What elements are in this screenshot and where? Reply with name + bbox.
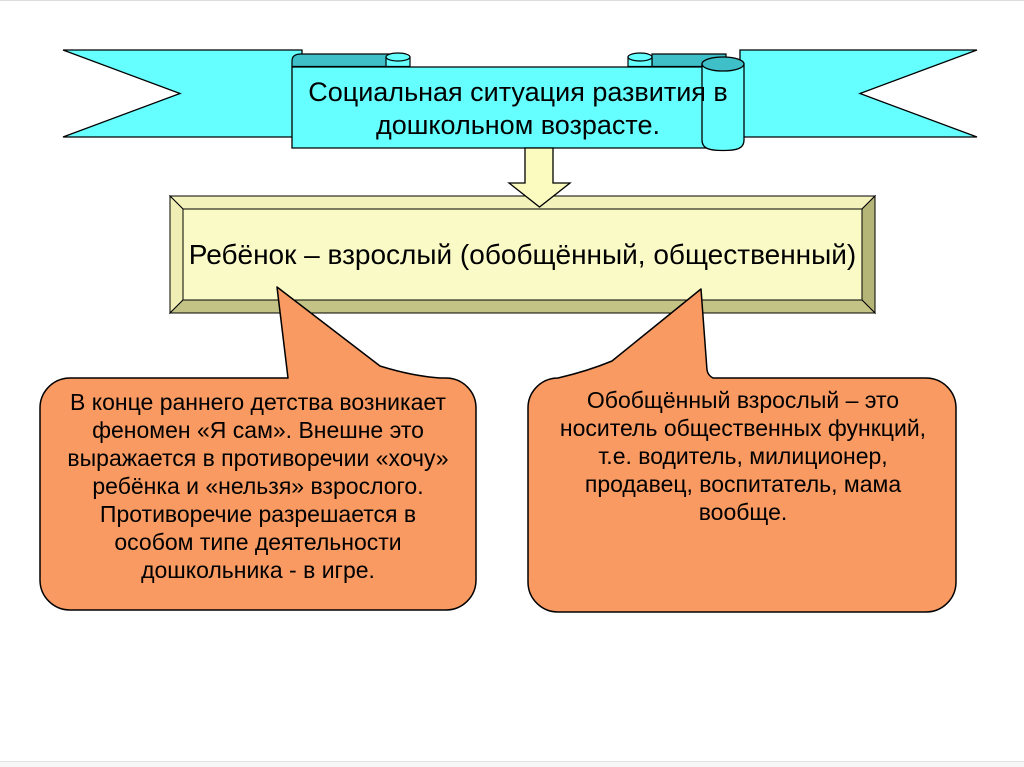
box-bevel-top — [170, 196, 875, 209]
box-bevel-right — [862, 196, 875, 313]
ribbon-roll-right-cap-top — [628, 53, 652, 61]
bubble-left-text: В конце раннего детства возникает феномен «Я сам». Внешне это выражается в противоречии «хочу» ребёнка и «нельзя» взрослого. Противоречие разрешается в особом типе деятельности дошкольника - в игре. — [67, 389, 449, 583]
slide-bottom-edge — [0, 761, 1024, 767]
banner-title: Социальная ситуация развития в дошкольном возрасте. — [308, 77, 728, 140]
box-bevel-bottom — [170, 300, 875, 313]
ribbon-left-tail — [63, 50, 302, 137]
ribbon-right-cylinder-top — [702, 57, 744, 71]
ribbon-roll-left-band — [292, 54, 390, 67]
bubble-right-text: Обобщённый взрослый – это носитель общественных функций, т.е. водитель, милиционер, продавец, воспитатель, мама вообще. — [559, 387, 927, 525]
ribbon-right-tail — [740, 50, 977, 137]
box-bevel-left — [170, 196, 183, 313]
ribbon-roll-left-cap-top — [386, 53, 410, 61]
box-label: Ребёнок – взрослый (обобщённый, общественный) — [188, 238, 857, 270]
